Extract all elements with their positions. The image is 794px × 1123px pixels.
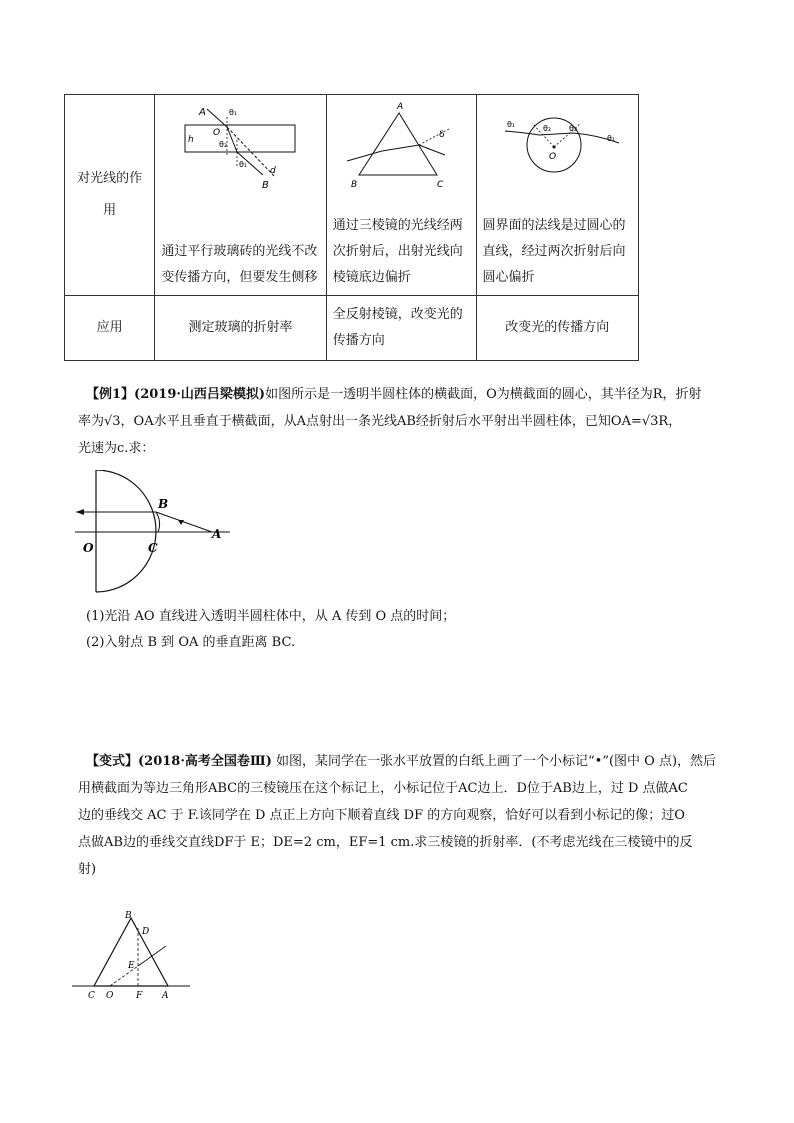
label-A: A [199, 107, 207, 118]
example1-questions: (1)光沿 AO 直线进入透明半圆柱体中，从 A 传到 O 点的时间； (2)入射点 B 到 OA 的垂直距离 BC. [86, 609, 456, 650]
label-A: A [162, 991, 169, 1001]
circle-lens-figure [477, 95, 640, 195]
svg-text:θ₁: θ₁ [239, 160, 248, 169]
label-B: B [350, 180, 357, 190]
variant-text: 【变式】(2018·高考全国卷Ⅲ) 如图，某同学在一张水平放置的白纸上画了一个小标记“•”(图中 O 点)，然后 用横截面为等边三角形ABC的三棱镜压在这个标记上，小标记位于AC边上．D位于AB边上，过 D 点做AC 边的垂线交 AC 于 F.该同学在 D 点正上方向下顺着直线 DF 的方向观察，恰好可以看到小标记的像；过O 点做AB边的垂线交直线DF于 E；DE=2 cm，EF=1 cm.求三棱镜的折射率．(不考虑光线在三棱镜中的反 射) [78, 754, 717, 877]
label-B: B [125, 911, 132, 921]
label-D: D [142, 927, 150, 937]
label-O: O [83, 541, 94, 555]
cell-parallel-slab: A O h B d θ₁ θ₂ θ₁ 通过平行玻璃砖的光线不改变传播方向，但要发生侧移 [155, 95, 326, 296]
svg-text:θ₁: θ₁ [506, 120, 515, 129]
cell-prism: A B C δ 通过三棱镜的光线经两次折射后，出射光线向棱镜底边偏折 [326, 95, 476, 296]
optics-table [64, 94, 639, 361]
svg-text:θ₁: θ₁ [229, 108, 238, 117]
label-E: E [128, 961, 135, 971]
label-O: O [213, 128, 221, 138]
label-A: A [212, 527, 222, 541]
parallel-slab-figure [155, 95, 327, 195]
variant-figure [70, 908, 195, 1003]
label-C: C [148, 541, 158, 555]
prism-figure [327, 95, 477, 195]
label-A: A [396, 102, 403, 112]
row-label-effect: 对光线的作用 [65, 95, 155, 296]
label-O: O [106, 991, 114, 1001]
label-C: C [436, 180, 443, 190]
svg-text:θ₂: θ₂ [542, 124, 551, 133]
label-B: B [262, 180, 270, 191]
label-O: O [548, 152, 556, 162]
row-label-application: 应用 [65, 296, 155, 361]
svg-text:θ₂: θ₂ [219, 140, 228, 149]
label-B: B [158, 497, 169, 511]
label-F: F [136, 991, 143, 1001]
slab-rect [185, 125, 295, 152]
cell-circle: O θ₁ θ₂ θ₂ θ₁ 圆界面的法线是过圆心的直线，经过两次折射后向圆心偏折 [476, 95, 638, 296]
svg-text:θ₁: θ₁ [606, 134, 615, 143]
example1-text: 【例1】(2019·山西吕梁模拟)如图所示是一透明半圆柱体的横截面，O为横截面的圆心，其半径为R，折射 率为√3，OA水平且垂直于横截面，从A点射出一条光线AB经折射后水平射出半圆柱体，已知OA=√3R， 光速为c.求： [78, 387, 702, 456]
label-h: h [188, 135, 195, 145]
svg-text:θ₂: θ₂ [568, 124, 577, 133]
table-row [65, 95, 639, 296]
table-row: 应用 测定玻璃的折射率 全反射棱镜，改变光的传播方向 改变光的传播方向 [65, 296, 639, 361]
label-C: C [88, 991, 95, 1001]
label-delta: δ [438, 130, 445, 140]
semicircle [96, 470, 156, 592]
example1-figure [70, 470, 240, 595]
triangle-ABC [94, 918, 168, 986]
label-d: d [270, 166, 277, 176]
prism-triangle [359, 113, 437, 175]
